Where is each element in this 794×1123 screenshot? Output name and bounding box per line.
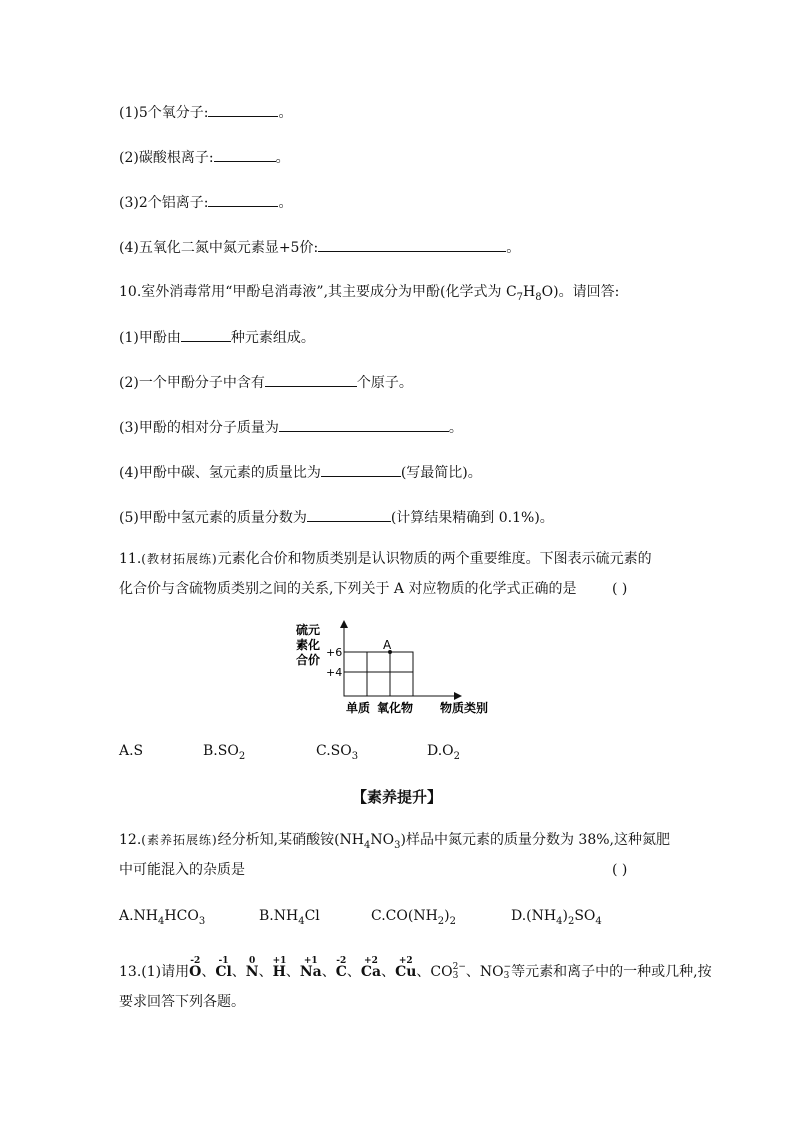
chart-ylabel-1: 硫元 bbox=[296, 623, 321, 637]
valence-item: +1 Na bbox=[299, 956, 322, 980]
grid-cell bbox=[390, 672, 413, 696]
tick-plus6: +6 bbox=[326, 646, 343, 659]
answer-blank[interactable] bbox=[321, 462, 401, 477]
valence-item: -2 C bbox=[335, 956, 347, 980]
carbonate-ion: CO 2− 3 bbox=[430, 962, 466, 981]
valence-item: -1 Cl bbox=[215, 956, 232, 980]
answer-blank[interactable] bbox=[279, 417, 449, 432]
grid-cell bbox=[367, 652, 390, 672]
valence-item: -2 O bbox=[189, 956, 202, 980]
nitrate-ion: NO − 3 bbox=[479, 962, 512, 981]
q13-stem-line1: 13.(1)请用 -2 O、 -1 Cl、 0 N、 +1 H、 +1 Na、 -2 C、 +2 Ca、 +2 Cu、CO 2− 3 、NO − 3 等元素和离子中的一种或几种,按 bbox=[119, 956, 712, 981]
q13-stem-line2: 要求回答下列各题。 bbox=[119, 994, 245, 1010]
point-a-label: A bbox=[383, 638, 392, 652]
valence-item: +2 Ca bbox=[360, 956, 382, 980]
chart-ylabel-3: 合价 bbox=[296, 653, 321, 667]
q10-stem: 10.室外消毒常用“甲酚皂消毒液”,其主要成分为甲酚(化学式为 $C_7H_8O$)。请回答: bbox=[119, 284, 620, 303]
q12-stem-line2: 中可能混入的杂质是 bbox=[119, 862, 245, 878]
q11-option-c[interactable]: $C.SO_3$ bbox=[316, 743, 359, 762]
q10-part3: (3)甲酚的相对分子质量为 。 bbox=[119, 417, 463, 438]
q9-part3: (3)2个铝离子: 。 bbox=[119, 192, 292, 213]
grid-cell bbox=[344, 672, 367, 696]
valence-item: +1 H bbox=[272, 956, 287, 980]
q9-part2: (2)碳酸根离子: 。 bbox=[119, 147, 290, 168]
q10-part5: (5)甲酚中氢元素的质量分数为 (计算结果精确到 0.1%)。 bbox=[119, 507, 554, 528]
answer-blank[interactable] bbox=[318, 237, 506, 252]
grid-cell bbox=[367, 672, 390, 696]
valence-item: 0 N bbox=[245, 956, 259, 980]
q11-stem-line2: 化合价与含硫物质类别之间的关系,下列关于 A 对应物质的化学式正确的是 bbox=[119, 581, 577, 597]
q9-part4: (4)五氧化二氮中氮元素显+5价: 。 bbox=[119, 237, 520, 258]
valence-item: +2 Cu bbox=[395, 956, 417, 980]
q10-part1: (1)甲酚由 种元素组成。 bbox=[119, 327, 315, 348]
q12-option-b[interactable]: $B.NH_4Cl$ bbox=[259, 908, 320, 927]
section-title: 【素养提升】 bbox=[351, 788, 442, 806]
q10-part4: (4)甲酚中碳、氢元素的质量比为 (写最简比)。 bbox=[119, 462, 482, 483]
q12-stem-line1: 12.(素养拓展练)经分析知,某硝酸铵$(NH_4NO_3)$样品中氮元素的质量分数为 38%,这种氮肥 bbox=[119, 832, 670, 851]
answer-blank[interactable] bbox=[214, 147, 276, 162]
answer-blank[interactable] bbox=[181, 327, 231, 342]
grid-cell bbox=[344, 652, 367, 672]
q11-option-b[interactable]: $B.SO_2$ bbox=[203, 743, 246, 762]
x-cat-2: 氧化物 bbox=[377, 701, 414, 715]
q9-part1: (1)5个氧分子: 。 bbox=[119, 102, 292, 123]
y-axis-arrow bbox=[340, 620, 348, 628]
q12-option-a[interactable]: $A.NH_4HCO_3$ bbox=[119, 908, 206, 927]
answer-blank[interactable] bbox=[307, 507, 391, 522]
tick-plus4: +4 bbox=[326, 666, 343, 679]
q12-option-c[interactable]: $C.CO(NH_2)_2$ bbox=[371, 908, 456, 927]
chart-ylabel-2: 素化 bbox=[296, 638, 321, 652]
x-cat-1: 单质 bbox=[346, 701, 371, 715]
sulfur-valence-chart bbox=[290, 618, 510, 718]
answer-blank[interactable] bbox=[208, 192, 278, 207]
answer-blank[interactable] bbox=[265, 372, 357, 387]
q11-option-d[interactable]: $D.O_2$ bbox=[427, 743, 461, 762]
q10-part2: (2)一个甲酚分子中含有 个原子。 bbox=[119, 372, 413, 393]
answer-blank[interactable] bbox=[208, 102, 278, 117]
x-axis-label: 物质类别 bbox=[440, 701, 489, 715]
q12-option-d[interactable]: $D.(NH_4)_2SO_4$ bbox=[511, 908, 602, 927]
q11-option-a[interactable]: A.S bbox=[119, 743, 144, 759]
q11-stem-line1: 11.(教材拓展练)元素化合价和物质类别是认识物质的两个重要维度。下图表示硫元素的 bbox=[119, 551, 652, 567]
x-axis-arrow bbox=[454, 692, 462, 700]
answer-paren[interactable]: ( ) bbox=[612, 862, 628, 878]
answer-paren[interactable]: ( ) bbox=[612, 581, 628, 597]
grid-cell bbox=[390, 652, 413, 672]
